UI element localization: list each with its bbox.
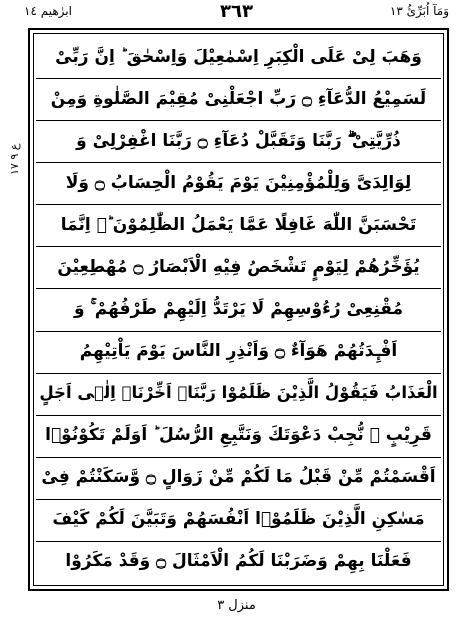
text-line [36,415,441,457]
text-line [36,246,441,288]
line-text: مَسٰكِنِ الَّذِیْنَ ظَلَمُوْۤا اَنْفُسَهُمْ وَتَبَیَّنَ لَكُمْ كَیْفَ [52,509,425,530]
line-text: وَهَبَ لِیْ عَلَی الْكِبَرِ اِسْمٰعِیْلَ وَاِسْحٰقَ ؕ اِنَّ رَبِّیْ [55,46,422,67]
line-text: یُؤَخِّرُهُمْ لِیَوْمٍ تَشْخَصُ فِیْهِ الْاَبْصَارُ ۝ مُهْطِعِیْنَ [57,256,420,277]
line-text: اَقْسَمْتُمْ مِّنْ قَبْلُ مَا لَكُمْ مِّنْ زَوَالٍ ۝ وَّسَكَنْتُمْ فِیْ [41,467,436,488]
text-line [36,457,441,499]
line-text: فَعَلْنَا بِهِمْ وَضَرَبْنَا لَكُمُ الْاَمْثَالَ ۝ وَقَدْ مَكَرُوْا [65,551,412,572]
surah-name-header: ابرٰهيم ١٤ [24,4,72,18]
line-text: مُقْنِعِیْ رُءُوْسِهِمْ لَا یَرْتَدُّ اِلَیْهِمْ طَرْفُهُمْ ۚ وَ [74,299,403,319]
page-number: ٣٦٣ [220,1,253,22]
line-text: لِوَالِدَیَّ وَلِلْمُؤْمِنِیْنَ یَوْمَ یَقُوْمُ الْحِسَابُ ۝ وَلَا [65,172,412,193]
text-line [36,288,441,330]
text-body [36,36,441,583]
text-line [36,162,441,204]
text-line [36,120,441,162]
line-text: ذُرِّیَّتِیْ ۖۗ رَبَّنَا وَتَقَبَّلْ دُعَآءِ ۝ رَبَّنَا اغْفِرْلِیْ وَ [76,130,401,151]
text-line [36,331,441,373]
manzil-footer: منزل ٣ [217,598,256,613]
line-text: قَرِیْبٍ ۙ نُّجِبْ دَعْوَتَكَ وَنَتَّبِعِ الرُّسُلَ ؕ اَوَلَمْ تَكُوْنُوْۤا [45,425,432,446]
juz-name-header: وَمَآ اُبَرِّئُ ١٣ [389,4,449,18]
line-text: تَحْسَبَنَّ اللّٰهَ غَافِلًا عَمَّا یَعْمَلُ الظّٰلِمُوْنَ ؕ۬ اِنَّمَا [60,214,417,235]
text-line [36,373,441,415]
line-text: لَسَمِیْعُ الدُّعَآءِ ۝ رَبِّ اجْعَلْنِیْ مُقِیْمَ الصَّلٰوةِ وَمِنْ [50,88,427,109]
page-header [24,2,449,26]
line-text: الْعَذَابُ فَیَقُوْلُ الَّذِیْنَ ظَلَمُوْا رَبَّنَاۤ اَخِّرْنَاۤ اِلٰۤی اَجَلٍ [39,383,438,403]
text-line [36,541,441,583]
ruku-marginal-note: ع ٩ ١٧ [8,143,21,175]
text-line [36,499,441,541]
line-text: اَفْـِٕدَتُهُمْ هَوَآءٌ ۝ وَاَنْذِرِ النَّاسَ یَوْمَ یَاْتِیْهِمُ [79,341,398,362]
text-line [36,36,441,78]
text-line [36,204,441,246]
text-line [36,78,441,120]
